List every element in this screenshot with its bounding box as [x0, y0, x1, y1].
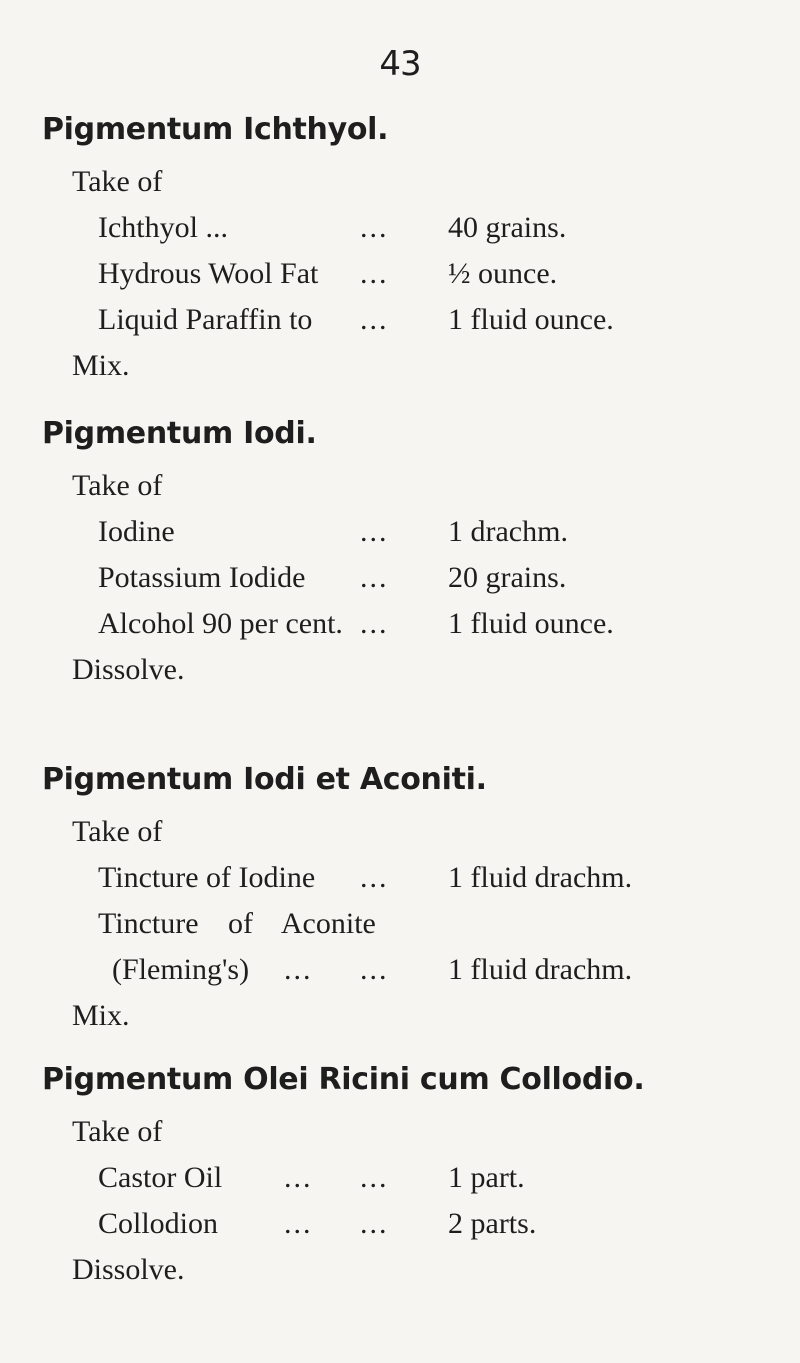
ingredient-name: Ichthyol ... — [98, 211, 228, 244]
ingredient-quantity: 2 parts. — [448, 1207, 537, 1240]
leader-dots: ... — [360, 607, 389, 640]
ingredient-row — [40, 1155, 760, 1201]
recipe-pigmentum-iodi-et-aconiti — [40, 762, 760, 1039]
leader-dots: ... — [360, 515, 389, 548]
recipe-title: Pigmentum Iodi. — [42, 416, 317, 451]
ingredient-row — [40, 1201, 760, 1247]
take-of-label: Take of — [72, 1115, 163, 1148]
ingredient-quantity: 1 fluid ounce. — [448, 303, 614, 336]
ingredient-quantity: 40 grains. — [448, 211, 567, 244]
recipe-title: Pigmentum Olei Ricini cum Collodio. — [42, 1062, 645, 1097]
instruction: Dissolve. — [72, 653, 185, 686]
take-of-label: Take of — [72, 165, 163, 198]
leader-dots: ... — [360, 257, 389, 290]
page-number: 43 — [379, 44, 421, 84]
ingredient-quantity: 1 drachm. — [448, 515, 568, 548]
ingredient-row — [40, 205, 760, 251]
leader-dots: ... — [360, 211, 389, 244]
instruction: Mix. — [72, 999, 130, 1032]
leader-dots: ... — [360, 303, 389, 336]
ingredient-name: (Fleming's) — [112, 953, 250, 986]
ingredient-quantity: 20 grains. — [448, 561, 567, 594]
ingredient-name: Castor Oil — [98, 1161, 223, 1194]
ingredient-row — [40, 297, 760, 343]
leader-dots: ... — [360, 1161, 389, 1194]
leader-dots: ... — [360, 1207, 389, 1240]
ingredient-row — [40, 601, 760, 647]
leader-dots: ... — [360, 861, 389, 894]
ingredient-row — [40, 947, 760, 993]
ingredient-quantity: 1 fluid drachm. — [448, 861, 633, 894]
ingredient-name: Tincture of Iodine — [98, 861, 316, 894]
take-of-label: Take of — [72, 469, 163, 502]
ingredient-name: Iodine — [98, 515, 175, 548]
ingredient-row — [40, 855, 760, 901]
leader-dots: ... — [360, 953, 389, 986]
recipe-pigmentum-olei-ricini-cum-collodio — [40, 1062, 760, 1293]
recipe-title: Pigmentum Ichthyol. — [42, 112, 389, 147]
leader-dots: ... — [360, 561, 389, 594]
leader-dots: ... — [284, 1207, 313, 1240]
instruction: Mix. — [72, 349, 130, 382]
recipe-pigmentum-ichthyol — [40, 112, 760, 389]
ingredient-row — [40, 901, 760, 947]
instruction: Dissolve. — [72, 1253, 185, 1286]
ingredient-row — [40, 251, 760, 297]
ingredient-name: Tincture of Aconite — [98, 907, 376, 940]
leader-dots: ... — [284, 953, 313, 986]
ingredient-row — [40, 555, 760, 601]
ingredient-quantity: 1 fluid ounce. — [448, 607, 614, 640]
ingredient-name: Liquid Paraffin to — [98, 303, 313, 336]
ingredient-name: Collodion — [98, 1207, 219, 1240]
ingredient-name: Hydrous Wool Fat — [98, 257, 319, 290]
ingredient-row — [40, 509, 760, 555]
ingredient-quantity: 1 part. — [448, 1161, 525, 1194]
ingredient-name: Alcohol 90 per cent. — [98, 607, 343, 640]
recipe-pigmentum-iodi — [40, 416, 760, 693]
ingredient-quantity: ½ ounce. — [448, 257, 558, 290]
recipe-title: Pigmentum Iodi et Aconiti. — [42, 762, 487, 797]
leader-dots: ... — [284, 1161, 313, 1194]
take-of-label: Take of — [72, 815, 163, 848]
ingredient-quantity: 1 fluid drachm. — [448, 953, 633, 986]
ingredient-name: Potassium Iodide — [98, 561, 306, 594]
